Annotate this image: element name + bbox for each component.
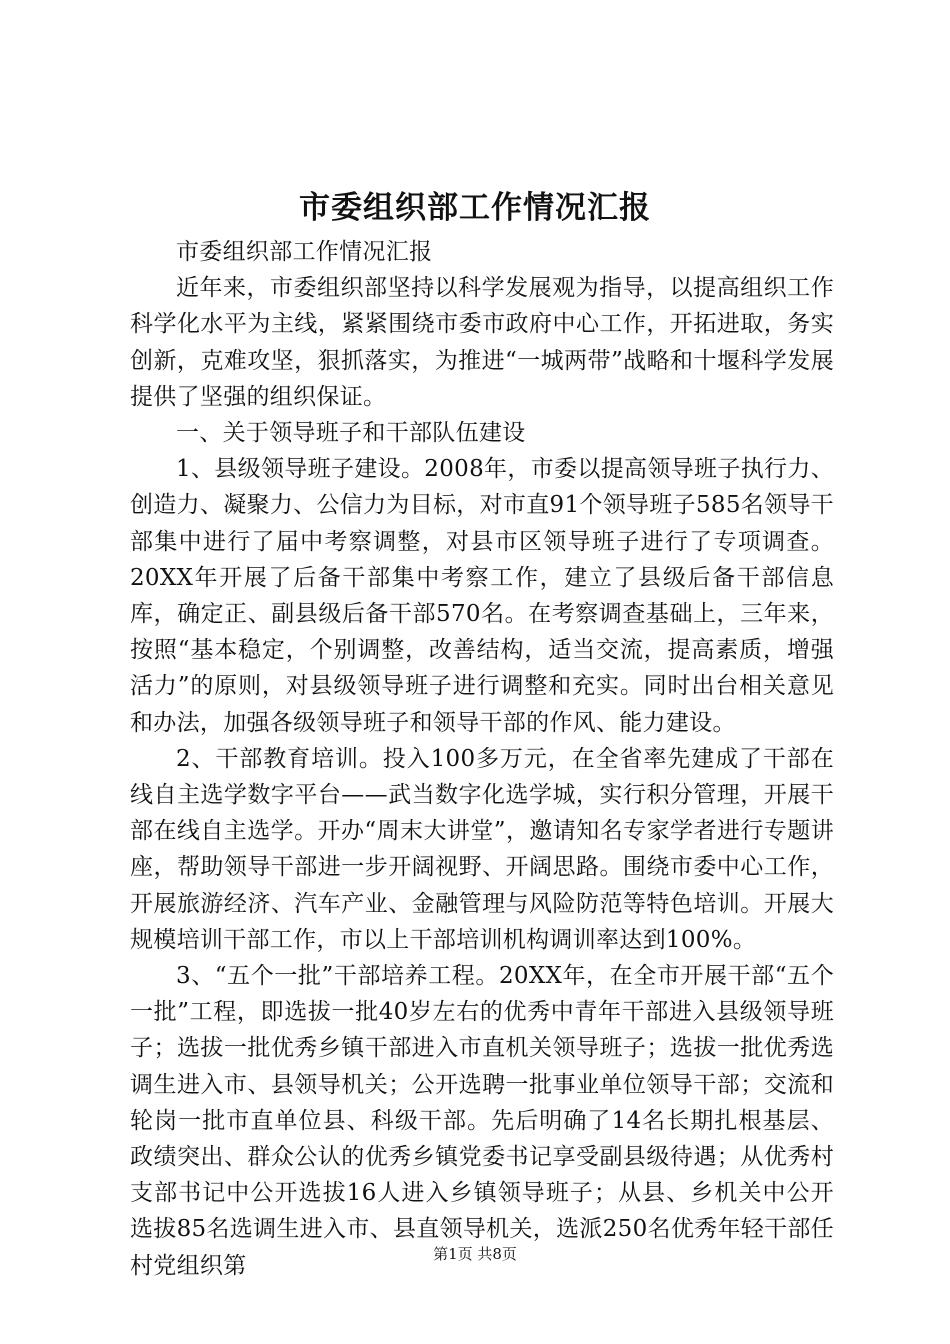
paragraph-subtitle: 市委组织部工作情况汇报 [176,239,433,265]
paragraph-item-2: 2、干部教育培训。投入100多万元，在全省率先建成了干部在线自主选学数字平台——武当数字化选学城，实行积分管理，开展干部在线自主选学。开办“周末大讲堂”，邀请知名专家学者进行专题讲座，帮助领导干部进一步开阔视野、开阔思路。围绕市委中心工作，开展旅游经济、汽车产业、金融管理与风险防范等特色培训。开展大规模培训干部工作，市以上干部培训机构调训率达到100%。 [130,745,834,953]
paragraph-item-3: 3、“五个一批”干部培养工程。20XX年，在全市开展干部“五个一批”工程，即选拔一批40岁左右的优秀中青年干部进入县级领导班子；选拔一批优秀乡镇干部进入市直机关领导班子；选拔一批优秀选调生进入市、县领导机关；公开选聘一批事业单位领导干部；交流和轮岗一批市直单位县、科级干部。先后明确了14名长期扎根基层、政绩突出、群众公认的优秀乡镇党委书记享受副县级待遇；从优秀村支部书记中公开选拔16人进入乡镇领导班子；从县、乡机关中公开选拔85名选调生进入市、县直领导机关，选派250名优秀年轻干部任村党组织第 [130,963,834,1279]
document-body [130,234,834,1284]
section-heading: 一、关于领导班子和干部队伍建设 [176,420,526,447]
paragraph-item-1: 1、县级领导班子建设。2008年，市委以提高领导班子执行力、创造力、凝聚力、公信力为目标，对市直91个领导班子585名领导干部集中进行了届中考察调整，对县市区领导班子进行了专项调查。20XX年开展了后备干部集中考察工作，建立了县级后备干部信息库，确定正、副县级后备干部570名。在考察调查基础上，三年来，按照“基本稳定，个别调整，改善结构，适当交流，提高素质，增强活力”的原则，对县级领导班子进行调整和充实。同时出台相关意见和办法，加强各级领导班子和领导干部的作风、能力建设。 [130,456,834,736]
document-title: 市委组织部工作情况汇报 [299,190,651,226]
paragraph-intro: 近年来，市委组织部坚持以科学发展观为指导，以提高组织工作科学化水平为主线，紧紧围绕市委市政府中心工作，开拓进取，务实创新，克难攻坚，狠抓落实，为推进“一城两带”战略和十堰科学发展提供了坚强的组织保证。 [130,275,834,410]
page-footer: 第1页 共8页 [433,1245,517,1263]
